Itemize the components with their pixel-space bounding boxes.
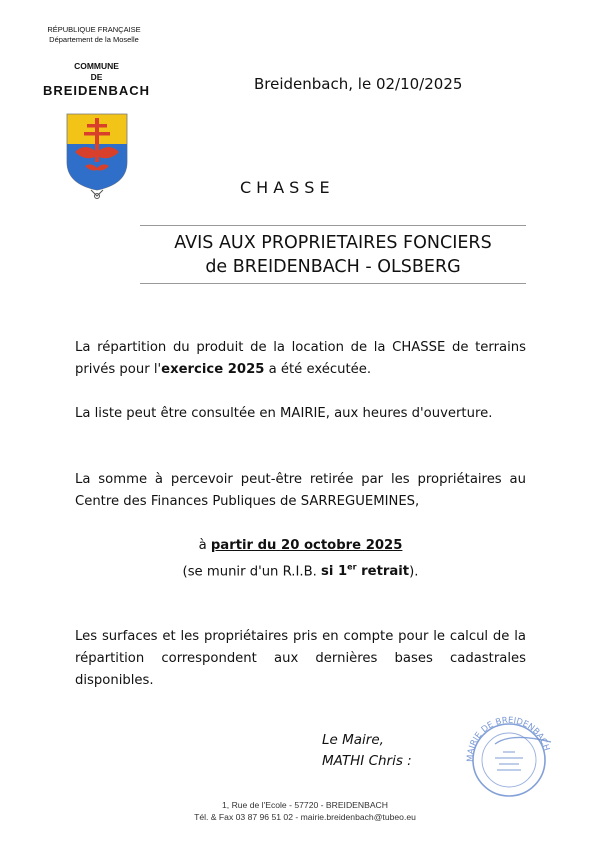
footer-line2: Tél. & Fax 03 87 96 51 02 - mairie.breidenbach@tubeo.eu (194, 812, 416, 822)
bottom-rule (140, 283, 526, 284)
notice-heading (133, 231, 533, 279)
footer-line1: 1, Rue de l'Ecole - 57720 - BREIDENBACH (222, 800, 388, 810)
p1-text-c: a été exécutée. (264, 362, 372, 377)
signature-line1: Le Maire, (322, 732, 384, 748)
p1-text-a: La répartition du produit de la location de la CHASSE de terrains privés pour l' (75, 340, 526, 377)
p4-date: partir du 20 octobre 2025 (210, 538, 403, 553)
p5-text-d: ). (409, 564, 419, 580)
signature-line2: MATHI Chris : (322, 753, 412, 769)
p5-text-b: si 1 (321, 564, 348, 580)
title-chasse: CHASSE (240, 178, 335, 197)
date-line: Breidenbach, le 02/10/2025 (254, 75, 463, 93)
paragraph-6: Les surfaces et les propriétaires pris en compte pour le calcul de la répartition correspondent aux dernières bases cadastrales disponibles. (75, 629, 526, 688)
footer (150, 799, 460, 823)
stamp-text: MAIRIE DE BREIDENBACH (465, 715, 552, 763)
republic-text: RÉPUBLIQUE FRANÇAISE (47, 25, 141, 34)
paragraph-2: La liste peut être consultée en MAIRIE, aux heures d'ouverture. (75, 406, 493, 421)
commune-line1: COMMUNE (74, 61, 119, 71)
top-rule (140, 225, 526, 226)
paragraph-3: La somme à percevoir peut-être retirée par les propriétaires au Centre des Finances Publiques de SARREGUEMINES, (75, 472, 526, 509)
notice-line1: AVIS AUX PROPRIETAIRES FONCIERS (174, 233, 492, 253)
p1-text-b: exercice 2025 (161, 362, 265, 377)
republic-label (40, 25, 148, 45)
mairie-stamp-icon (455, 712, 565, 802)
paragraph-5 (75, 557, 526, 583)
paragraph-4 (75, 535, 526, 557)
p4-text-a: à (198, 538, 211, 553)
coat-of-arms-icon (65, 112, 129, 200)
p5-text-a: (se munir d'un R.I.B. (182, 564, 322, 580)
p5-text-c: retrait (356, 564, 410, 580)
paragraph-1 (75, 337, 526, 381)
commune-name: BREIDENBACH (42, 83, 151, 98)
p5-sup: er (347, 563, 357, 572)
notice-line2: de BREIDENBACH - OLSBERG (205, 257, 461, 277)
signature-block (322, 730, 412, 772)
commune-line2: DE (90, 72, 103, 82)
commune-block (30, 61, 163, 99)
department-text: Département de la Moselle (49, 35, 139, 44)
